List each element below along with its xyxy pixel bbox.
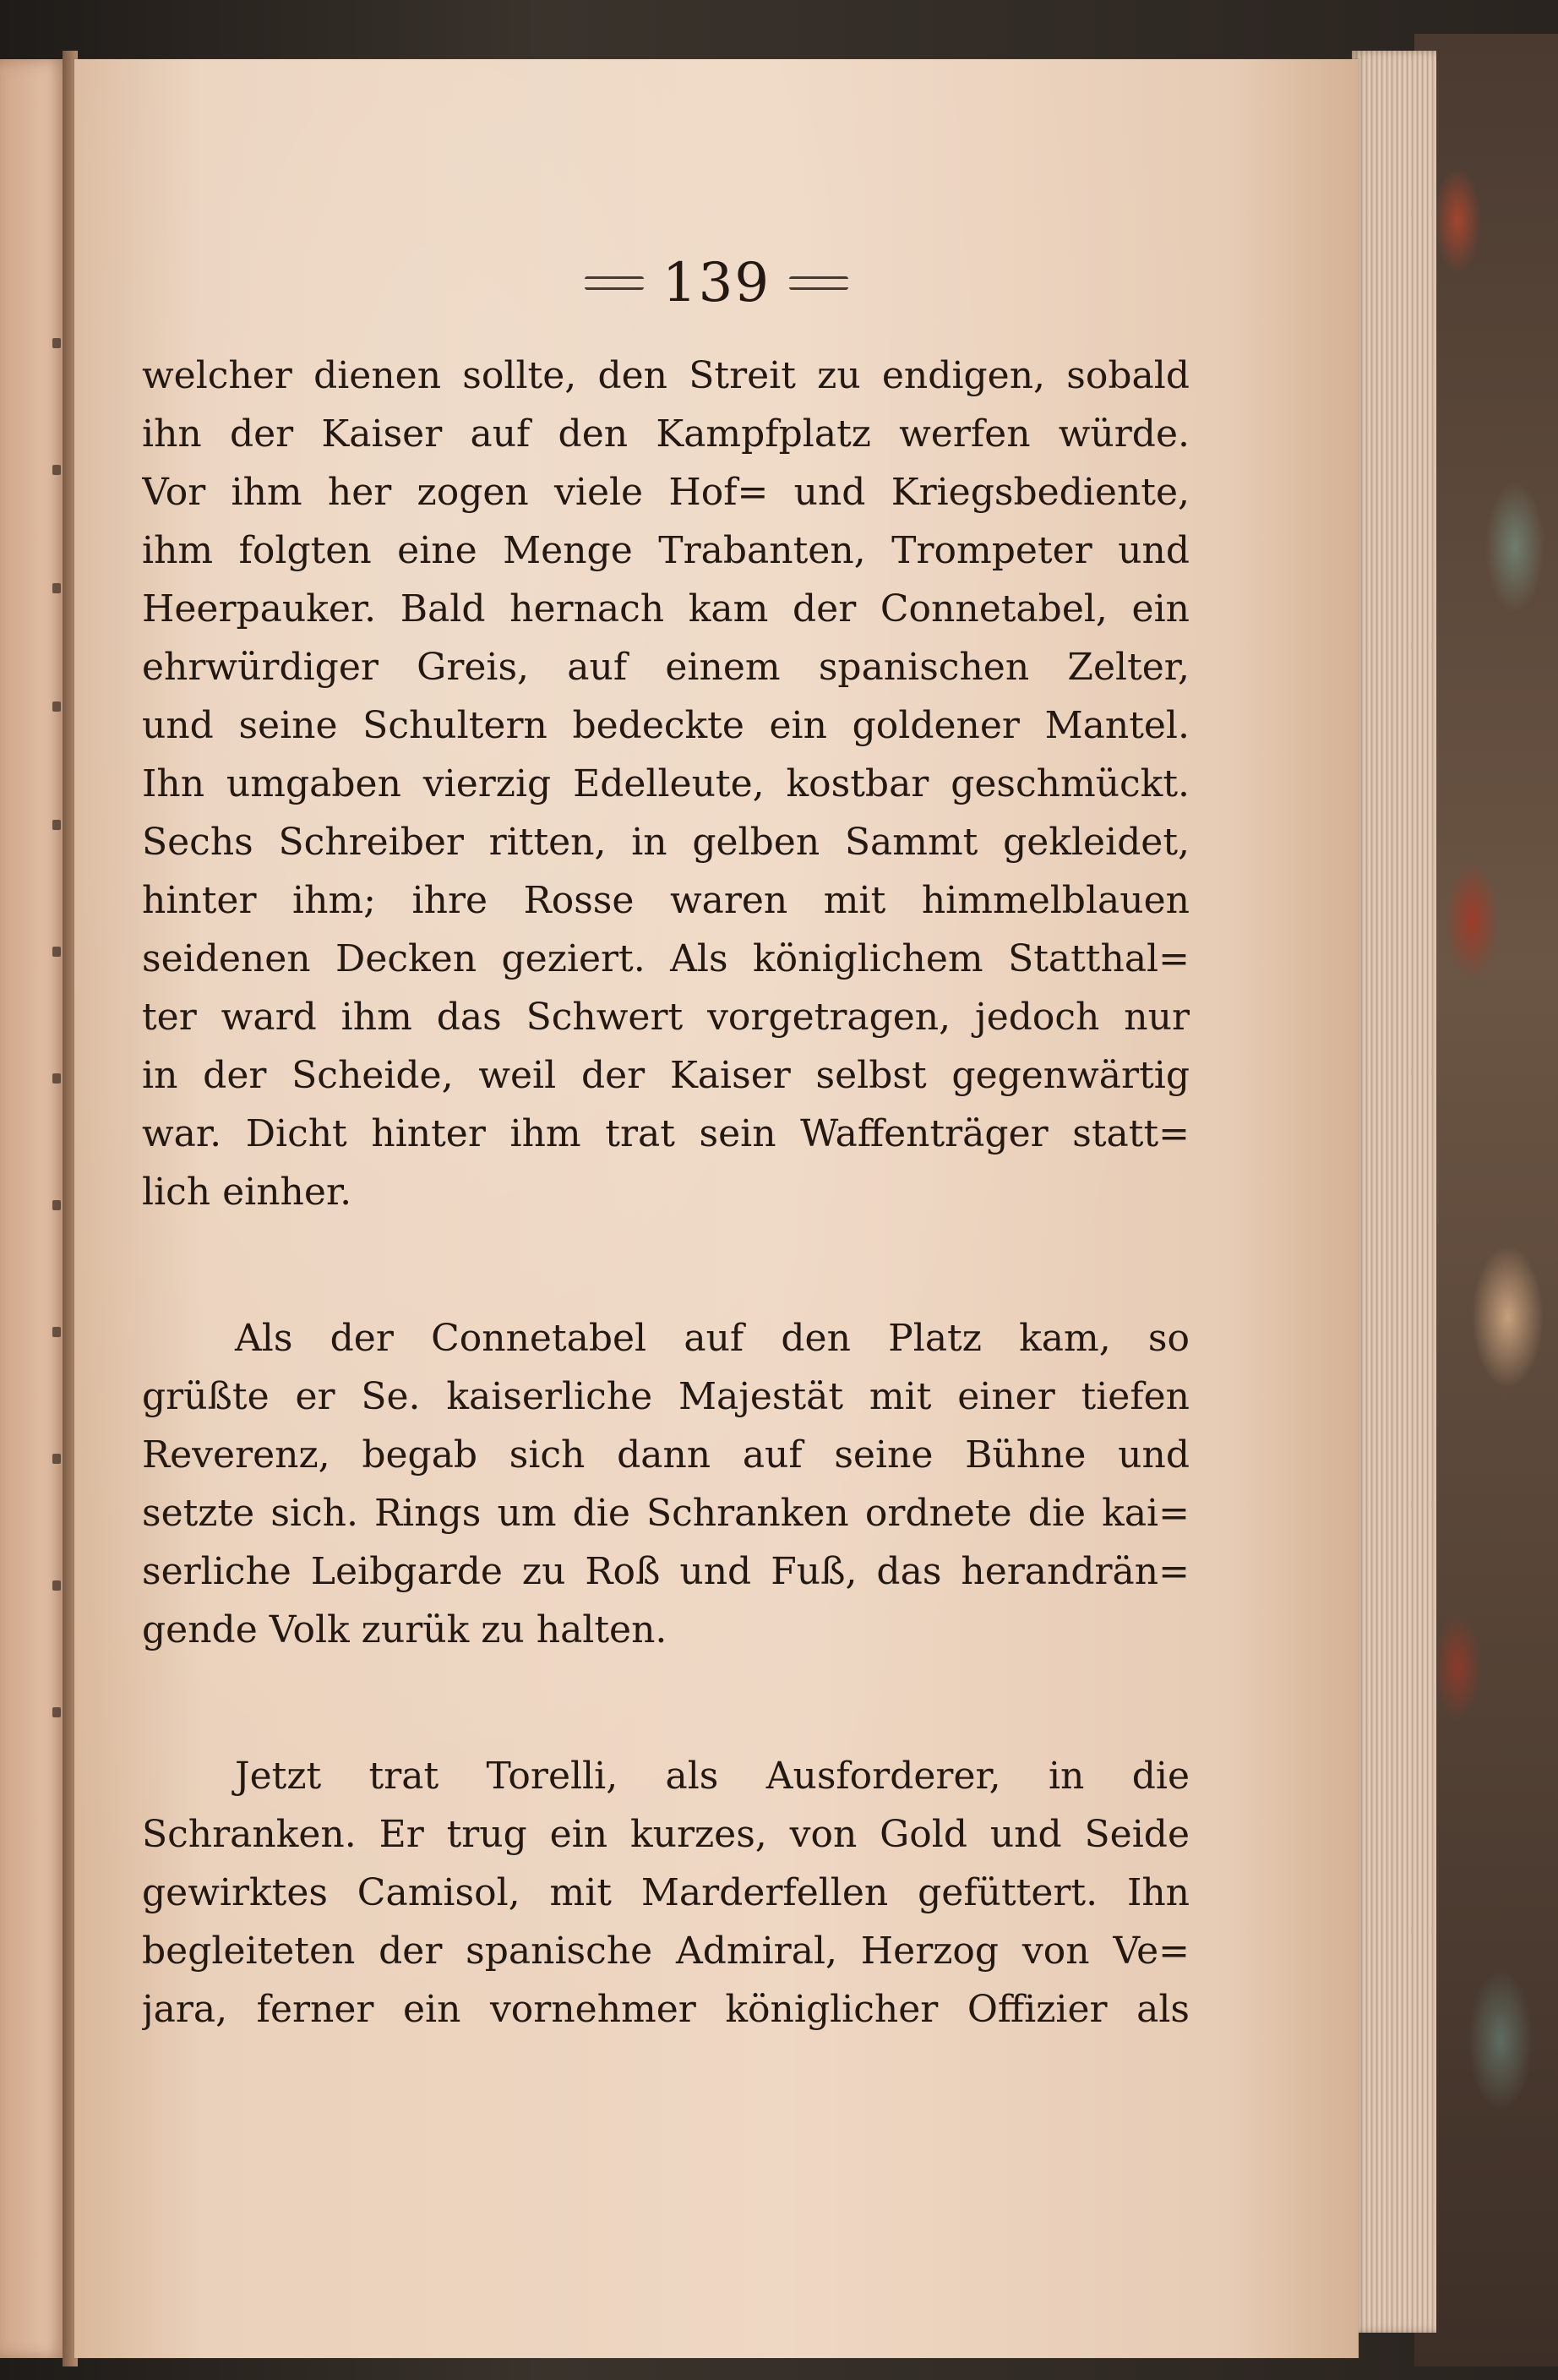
ornament-right-icon	[789, 276, 848, 290]
text-line: gende Volk zurük zu halten.	[142, 1608, 667, 1651]
text-line: und seine Schultern bedeckte ein goldener Mantel.	[142, 704, 1190, 747]
paragraph-3	[142, 1747, 1190, 2039]
page-header	[74, 252, 1359, 336]
ornament-left-icon	[585, 276, 644, 290]
text-line: ehrwürdiger Greis, auf einem spanischen Zelter,	[142, 646, 1190, 689]
text-line: grüßte er Se. kaiserliche Majestät mit einer tiefen	[142, 1375, 1190, 1418]
text-line: ihn der Kaiser auf den Kampfplatz werfen würde.	[142, 412, 1190, 456]
page-number: 139	[662, 252, 771, 314]
text-line: welcher dienen sollte, den Streit zu endigen, sobald	[142, 354, 1190, 397]
text-line: lich einher.	[142, 1171, 352, 1214]
text-line: jara, ferner ein vornehmer königlicher Offizier als	[142, 1988, 1190, 2031]
facing-page-edge	[0, 59, 68, 2358]
text-line: Heerpauker. Bald hernach kam der Connetabel, ein	[142, 587, 1190, 630]
paragraph-1	[142, 347, 1190, 1221]
text-line: seidenen Decken geziert. Als königlichem Statthal=	[142, 937, 1190, 980]
text-line: setzte sich. Rings um die Schranken ordnete die kai=	[142, 1492, 1190, 1535]
text-line: Vor ihm her zogen viele Hof= und Kriegsbediente,	[142, 471, 1190, 514]
text-line: Als der Connetabel auf den Platz kam, so	[235, 1317, 1190, 1360]
text-line: Sechs Schreiber ritten, in gelben Sammt gekleidet,	[142, 821, 1190, 864]
text-line: Schranken. Er trug ein kurzes, von Gold und Seide	[142, 1813, 1190, 1856]
text-line: gewirktes Camisol, mit Marderfellen gefüttert. Ihn	[142, 1871, 1190, 1914]
page-body	[142, 347, 1190, 2039]
paragraph-2	[142, 1309, 1190, 1659]
text-line: serliche Leibgarde zu Roß und Fuß, das herandrän=	[142, 1550, 1190, 1593]
book-page	[74, 59, 1359, 2358]
text-line: war. Dicht hinter ihm trat sein Waffenträger statt=	[142, 1112, 1190, 1155]
text-line: Jetzt trat Torelli, als Ausforderer, in die	[235, 1755, 1190, 1798]
text-line: hinter ihm; ihre Rosse waren mit himmelblauen	[142, 879, 1190, 922]
text-line: Reverenz, begab sich dann auf seine Bühne und	[142, 1433, 1190, 1477]
page-edges	[1352, 51, 1436, 2333]
text-line: ihm folgten eine Menge Trabanten, Trompeter und	[142, 529, 1190, 572]
text-line: in der Scheide, weil der Kaiser selbst gegenwärtig	[142, 1054, 1190, 1097]
text-line: ter ward ihm das Schwert vorgetragen, jedoch nur	[142, 996, 1190, 1039]
text-line: begleiteten der spanische Admiral, Herzog von Ve=	[142, 1930, 1190, 1973]
text-line: Ihn umgaben vierzig Edelleute, kostbar geschmückt.	[142, 762, 1190, 805]
